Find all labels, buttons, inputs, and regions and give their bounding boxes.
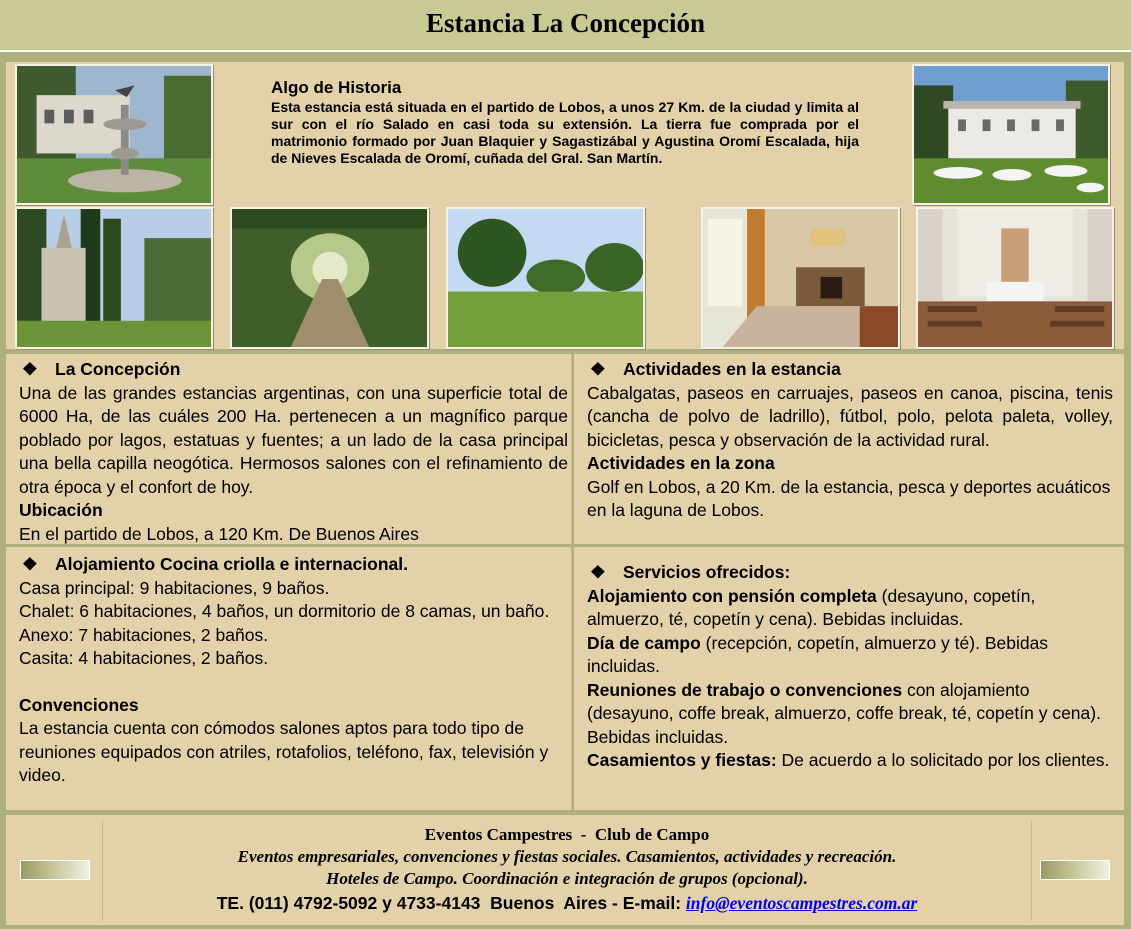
- title-bar: [0, 0, 1131, 52]
- tree-tunnel-photo: [230, 207, 429, 349]
- servicio-item: [587, 679, 1113, 750]
- dining-room-photo: [701, 207, 900, 349]
- history-text: Esta estancia está situada en el partido de Lobos, a unos 27 Km. de la ciudad y limita al sur con el río Salado en casi toda su extensión. La tierra fue comprada por el matrimonio formado por Juan Blaquier y Sagastizábal y Agustina Oromí Escalada, hija de Nieves Escalada de Oromí, cuñada del Gral. San Martín.: [271, 99, 859, 166]
- servicio-item: [587, 632, 1113, 679]
- chapel-exterior-photo: [15, 207, 213, 349]
- servicios-title: Servicios ofrecidos:: [623, 562, 791, 582]
- footer-hotels-line: Hoteles de Campo. Coordinación e integración de grupos (opcional).: [326, 869, 808, 888]
- ubicacion-text: En el partido de Lobos, a 120 Km. De Buenos Aires: [19, 523, 419, 544]
- alojamiento-line: Casita: 4 habitaciones, 2 baños.: [19, 648, 269, 668]
- servicio-detail: con alojamiento (desayuno, coffe break, almuerzo, coffe break, té, copetín y cena). Bebidas incluidas.: [587, 679, 1101, 747]
- footer: [6, 815, 1124, 925]
- footer-contact: [103, 890, 1031, 916]
- concepcion-text: Una de las grandes estancias argentinas, con una superficie total de 6000 Ha, de las cuáles 200 Ha. pertenecen a un magnífico parque poblado por lagos, estatuas y fuentes; a un lado de la casa principal una bella capilla neogótica. Hermosos salones con el refinamiento de otra época y el confort de hoy.: [19, 382, 568, 497]
- alojamiento-line: Casa principal: 9 habitaciones, 9 baños.: [19, 577, 330, 598]
- servicio-item: [587, 749, 1113, 773]
- footer-brand: Eventos Campestres - Club de Campo: [424, 825, 710, 844]
- servicio-detail: (desayuno, copetín, almuerzo, té, copetín y cena). Bebidas incluidas.: [587, 585, 1036, 629]
- concepcion-section: [19, 358, 568, 546]
- servicio-name: Casamientos y fiestas:: [587, 750, 777, 770]
- footer-content: [102, 821, 1032, 921]
- estate-house-photo: [912, 64, 1110, 205]
- servicio-detail: De acuerdo a lo solicitado por los clientes.: [776, 750, 1110, 770]
- bullet-icon: ❖: [590, 359, 606, 379]
- concepcion-title: La Concepción: [55, 359, 181, 379]
- servicios-section: [587, 561, 1113, 773]
- footer-phone: TE. (011) 4792-5092 y 4733-4143 Buenos Aires - E-mail:: [216, 893, 686, 913]
- alojamiento-heading: [19, 553, 568, 577]
- footer-gradient-bar-right: [1040, 860, 1110, 880]
- email-link[interactable]: info@eventoscampestres.com.ar: [685, 893, 918, 913]
- convenciones-text: La estancia cuenta con cómodos salones aptos para todo tipo de reuniones equipados con atriles, rotafolios, teléfono, fax, televisión y video.: [19, 718, 549, 785]
- servicio-name: Reuniones de trabajo o convenciones: [587, 679, 903, 700]
- footer-gradient-bar-left: [20, 860, 90, 880]
- bullet-icon: ❖: [22, 554, 38, 574]
- actividades-title: Actividades en la estancia: [623, 359, 841, 379]
- actividades-section: [587, 358, 1113, 523]
- actividades-heading: [587, 358, 1113, 382]
- history-title: Algo de Historia: [271, 78, 402, 97]
- bullet-icon: ❖: [590, 562, 606, 582]
- zona-title: Actividades en la zona: [587, 453, 775, 473]
- fountain-photo: [15, 64, 213, 205]
- park-photo: [446, 207, 645, 349]
- alojamiento-line: Chalet: 6 habitaciones, 4 baños, un dormitorio de 8 camas, un baño.: [19, 601, 550, 621]
- history-block: [271, 78, 859, 167]
- concepcion-heading: [19, 358, 568, 382]
- actividades-text: Cabalgatas, paseos en carruajes, paseos en canoa, piscina, tenis (cancha de polvo de ladrillo), fútbol, polo, pelota paleta, volley, bicicletas, pesca y observación de la actividad rural.: [587, 382, 1113, 450]
- footer-services-line: Eventos empresariales, convenciones y fiestas sociales. Casamientos, actividades y recreación.: [237, 847, 897, 866]
- alojamiento-title: Alojamiento Cocina criolla e internacional.: [55, 554, 408, 574]
- servicios-heading: [587, 561, 1113, 585]
- servicio-detail: (recepción, copetín, almuerzo y té). Bebidas incluidas.: [587, 632, 1049, 676]
- bullet-icon: ❖: [22, 359, 38, 379]
- servicio-item: [587, 585, 1113, 632]
- chapel-interior-photo: [916, 207, 1114, 349]
- servicio-name: Alojamiento con pensión completa: [587, 585, 877, 606]
- zona-text: Golf en Lobos, a 20 Km. de la estancia, pesca y deportes acuáticos en la laguna de Lobos.: [587, 476, 1111, 520]
- page-title: Estancia La Concepción: [425, 8, 706, 38]
- alojamiento-section: [19, 553, 568, 788]
- ubicacion-title: Ubicación: [19, 500, 103, 520]
- convenciones-title: Convenciones: [19, 694, 139, 715]
- alojamiento-line: Anexo: 7 habitaciones, 2 baños.: [19, 624, 269, 645]
- servicio-name: Día de campo: [587, 632, 701, 653]
